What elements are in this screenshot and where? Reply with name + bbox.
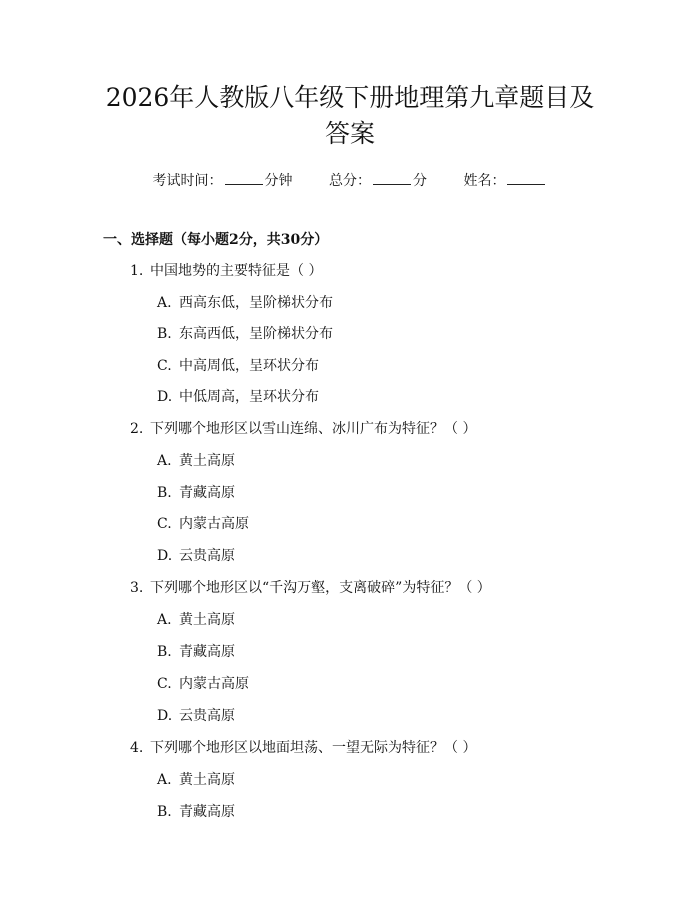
question-number: 2. [130,421,144,437]
option-text: 云贵高原 [179,708,235,724]
section-title: 一、选择题（每小题2分，共30分） [103,232,329,248]
question-1 [130,261,322,281]
option-letter: D. [157,708,173,724]
question-number: 1. [130,263,144,279]
option-4a[interactable] [157,770,235,790]
option-letter: A. [157,295,172,311]
option-text: 云贵高原 [179,548,235,564]
option-letter: C. [157,676,172,692]
option-text: 内蒙古高原 [179,516,249,532]
option-3d[interactable] [157,706,235,726]
option-text: 黄土高原 [179,612,235,628]
option-letter: A. [157,772,172,788]
option-letter: C. [157,516,172,532]
title-line-1: 2026年人教版八年级下册地理第九章题目及 [105,83,595,112]
question-3 [130,578,491,598]
option-text: 黄土高原 [179,772,235,788]
exam-name [463,170,547,191]
option-letter: B. [157,804,172,820]
title-line-2: 答案 [324,119,375,148]
question-text: 下列哪个地形区以“千沟万壑，支离破碎”为特征？（ ） [150,580,491,596]
score-blank[interactable] [373,170,411,185]
question-number: 4. [130,740,144,756]
option-letter: D. [157,548,173,564]
question-2 [130,419,476,439]
option-text: 西高东低，呈阶梯状分布 [179,295,333,311]
time-blank[interactable] [225,170,263,185]
score-label: 总分： [329,173,371,189]
option-text: 青藏高原 [179,485,235,501]
option-text: 中低周高，呈环状分布 [179,389,319,405]
option-text: 内蒙古高原 [179,676,249,692]
option-text: 中高周低，呈环状分布 [179,358,319,374]
question-number: 3. [130,580,144,596]
question-4 [130,738,476,758]
time-unit: 分钟 [264,173,293,189]
name-blank[interactable] [507,170,545,185]
score-unit: 分 [413,173,427,189]
option-letter: A. [157,612,172,628]
option-3b[interactable] [157,642,235,662]
option-1b[interactable] [157,324,333,344]
question-text: 下列哪个地形区以地面坦荡、一望无际为特征？（ ） [150,740,477,756]
question-text: 下列哪个地形区以雪山连绵、冰川广布为特征？（ ） [150,421,477,437]
option-3a[interactable] [157,610,235,630]
option-text: 青藏高原 [179,644,235,660]
option-letter: B. [157,485,172,501]
option-1c[interactable] [157,356,319,376]
option-1a[interactable] [157,293,333,313]
exam-score [329,170,427,191]
name-label: 姓名： [463,173,506,189]
time-label: 考试时间： [152,173,223,189]
option-text: 东高西低，呈阶梯状分布 [179,326,333,342]
exam-meta [0,170,700,191]
option-3c[interactable] [157,674,249,694]
option-1d[interactable] [157,387,319,407]
page-title [80,80,620,152]
option-2a[interactable] [157,451,235,471]
option-letter: D. [157,389,173,405]
exam-time [153,170,293,191]
option-letter: C. [157,358,172,374]
option-letter: A. [157,453,172,469]
option-letter: B. [157,644,172,660]
option-2c[interactable] [157,514,249,534]
option-4b[interactable] [157,802,235,822]
option-text: 黄土高原 [179,453,235,469]
option-2d[interactable] [157,546,235,566]
option-letter: B. [157,326,172,342]
option-2b[interactable] [157,483,235,503]
option-text: 青藏高原 [179,804,235,820]
question-text: 中国地势的主要特征是（ ） [150,263,323,279]
